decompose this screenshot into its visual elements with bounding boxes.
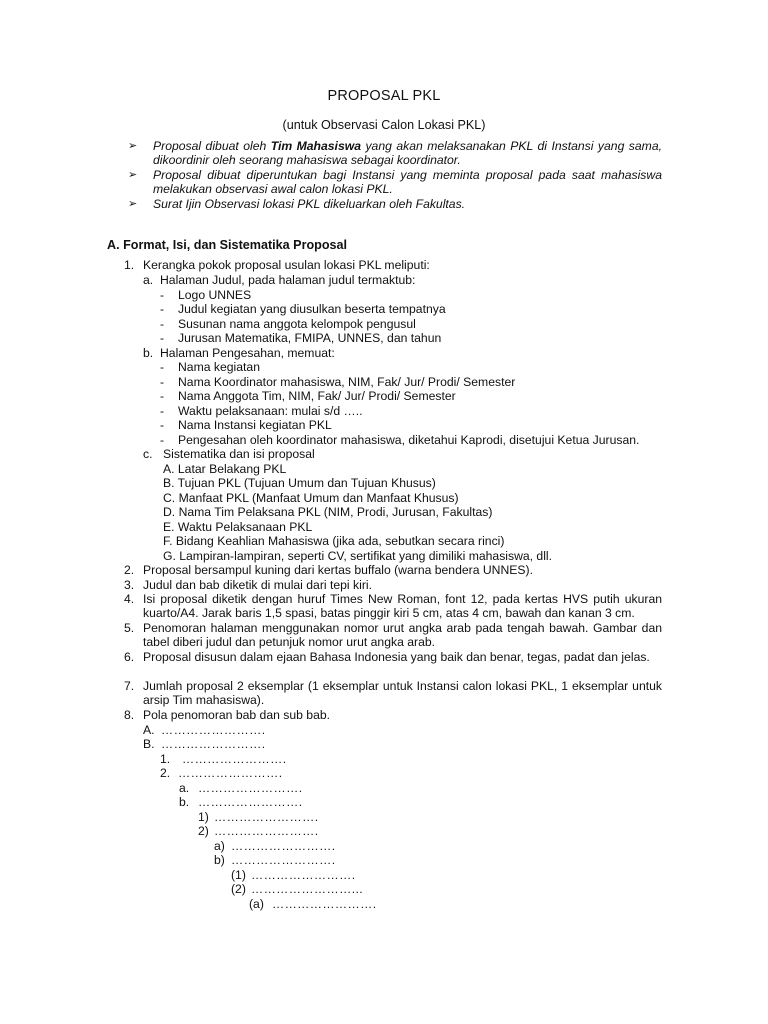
pattern-dots: ……………………. [214, 824, 319, 838]
pattern-line [0, 766, 768, 781]
dash-item: - Nama Instansi kegiatan PKL [160, 418, 332, 432]
section-content [0, 258, 768, 911]
item-number: 7. [124, 679, 135, 693]
list-item [0, 621, 768, 650]
outline-item-text: F. Bidang Keahlian Mahasiswa (jika ada, sebutkan secara rinci) [163, 534, 505, 548]
list-item [0, 679, 768, 708]
document-subtitle: (untuk Observasi Calon Lokasi PKL) [282, 118, 486, 132]
pattern-dots: ……………………. [178, 766, 283, 780]
item-text: Penomoran halaman menggunakan nomor urut angka arab pada tengah bawah. Gambar dan tabel diberi judul dan petunjuk nomor urut angka arab. [143, 621, 662, 650]
item-number: 1. [124, 258, 135, 272]
intro-bullet [128, 139, 662, 168]
outline-item-text: G. Lampiran-lampiran, seperti CV, sertifikat yang dimiliki mahasiswa, dll. [163, 548, 553, 563]
outline-item-text: C. Manfaat PKL (Manfaat Umum dan Manfaat Khusus) [163, 490, 459, 505]
pattern-label: (a) [249, 896, 264, 911]
bullet-text: Proposal dibuat oleh [153, 139, 271, 153]
intro-bullet [128, 168, 662, 197]
pattern-label: 2. [160, 766, 171, 780]
outline-item-text: A. Latar Belakang PKL [163, 461, 287, 476]
sub-item [0, 447, 768, 462]
outline-item [0, 549, 768, 564]
pattern-dots: ……………………. [161, 722, 266, 737]
bullet-text: Proposal dibuat diperuntukan bagi Instansi yang meminta proposal pada saat mahasiswa melakukan observasi awal calon lokasi PKL. [153, 167, 662, 197]
list-item [0, 563, 768, 578]
arrow-bullet-icon: ➢ [128, 197, 138, 210]
item-text: Jumlah proposal 2 eksemplar (1 eksemplar untuk Instansi calon lokasi PKL, 1 eksemplar untuk arsip Tim mahasiswa). [143, 679, 662, 708]
sub-item-label: a. [143, 273, 154, 287]
pattern-line [0, 897, 768, 912]
outline-item [0, 491, 768, 506]
bullet-bold-text: Tim Mahasiswa [270, 139, 361, 153]
pattern-dots: ……………………. [214, 809, 319, 824]
pattern-label: 1. [160, 751, 171, 766]
pattern-line [0, 781, 768, 796]
document-title: PROPOSAL PKL [327, 88, 441, 104]
dash-item: - Nama kegiatan [160, 360, 260, 374]
dash-item-text: Susunan nama anggota kelompok pengusul [178, 316, 416, 331]
dash-item-text: Nama Koordinator mahasiswa, NIM, Fak/ Jur/ Prodi/ Semester [178, 374, 516, 389]
sub-item-text: Halaman Pengesahan, memuat: [160, 345, 335, 360]
arrow-bullet-icon: ➢ [128, 140, 138, 152]
item-number: 3. [124, 577, 135, 592]
item-number: 4. [124, 592, 135, 606]
dash-item-text: Nama kegiatan [178, 360, 260, 374]
outline-item [0, 520, 768, 535]
pattern-dots: ……………………. [272, 896, 377, 911]
dash-item: - Logo UNNES [160, 287, 252, 302]
pattern-dots: ……………………. [251, 867, 356, 882]
pattern-label: a) [214, 838, 225, 853]
pattern-dots: ……………………. [198, 780, 303, 795]
pattern-line [0, 723, 768, 738]
item-text: Proposal disusun dalam ejaan Bahasa Indonesia yang baik dan benar, tegas, padat dan jelas. [143, 650, 650, 664]
pattern-dots: ……………………. [198, 795, 303, 809]
item-number: 2. [124, 563, 135, 577]
bullet-text: Surat Ijin Observasi lokasi PKL dikeluarkan oleh Fakultas. [153, 196, 466, 211]
dash-item: - Susunan nama anggota kelompok pengusul [160, 316, 416, 331]
item-text: Proposal bersampul kuning dari kertas buffalo (warna bendera UNNES). [143, 563, 533, 577]
item-text: Isi proposal diketik dengan huruf Times New Roman, font 12, pada kertas HVS putih ukuran kuarto/A4. Jarak baris 1,5 spasi, batas pinggir kiri 5 cm, atas 4 cm, bawah dan kanan 3 cm. [143, 592, 662, 621]
list-item [0, 578, 768, 593]
dash-item: - Jurusan Matematika, FMIPA, UNNES, dan tahun [160, 331, 442, 345]
arrow-bullet-icon: ➢ [128, 168, 138, 181]
pattern-label: (1) [231, 867, 246, 882]
outline-item [0, 476, 768, 491]
item-text: Judul dan bab diketik di mulai dari tepi kiri. [143, 577, 372, 592]
pattern-dots: ……………………. [231, 838, 336, 853]
pattern-line [0, 737, 768, 752]
sub-item-text: Halaman Judul, pada halaman judul termaktub: [160, 273, 416, 287]
intro-bullet [128, 197, 662, 211]
item-number: 5. [124, 621, 135, 635]
dash-item-text: Jurusan Matematika, FMIPA, UNNES, dan tahun [178, 331, 442, 345]
pattern-line [0, 868, 768, 883]
item-number: 8. [124, 708, 135, 722]
bullet-text: yang akan melaksanakan PKL di Instansi yang sama, dikoordinir oleh seorang mahasiswa sebagai koordinator. [153, 139, 662, 168]
pattern-line [0, 824, 768, 839]
sub-item-label: b. [143, 345, 154, 360]
pattern-label: a. [179, 780, 190, 795]
pattern-label: b) [214, 853, 225, 867]
intro-bullet-list [128, 139, 662, 211]
dash-item-text: Judul kegiatan yang diusulkan beserta tempatnya [178, 302, 446, 316]
pattern-dots: ……………………. [161, 737, 266, 751]
dash-item-text: Pengesahan oleh koordinator mahasiswa, diketahui Kaprodi, disetujui Ketua Jurusan. [178, 432, 640, 447]
list-item [0, 708, 768, 723]
sub-item [0, 273, 768, 288]
pattern-dots: ……………………. [231, 853, 336, 867]
pattern-line [0, 795, 768, 810]
dash-item: - Nama Koordinator mahasiswa, NIM, Fak/ Jur/ Prodi/ Semester [160, 374, 516, 389]
pattern-label: 1) [198, 809, 209, 824]
pattern-label: b. [179, 795, 190, 809]
sub-item-text: Sistematika dan isi proposal [163, 447, 315, 461]
item-text: Pola penomoran bab dan sub bab. [143, 708, 331, 722]
dash-item: - Pengesahan oleh koordinator mahasiswa, diketahui Kaprodi, disetujui Ketua Jurusan. [160, 432, 640, 447]
pattern-line [0, 752, 768, 767]
list-item [0, 650, 768, 679]
outline-item [0, 462, 768, 477]
pattern-dots: ……………………... [251, 882, 364, 896]
sub-item [0, 346, 768, 361]
pattern-label: A. [143, 722, 155, 737]
dash-item: - Nama Anggota Tim, NIM, Fak/ Jur/ Prodi/ Semester [160, 389, 456, 403]
dash-item-text: Nama Anggota Tim, NIM, Fak/ Jur/ Prodi/ Semester [178, 389, 456, 403]
dash-item-text: Nama Instansi kegiatan PKL [178, 418, 332, 432]
item-number: 6. [124, 650, 135, 664]
pattern-label: 2) [198, 824, 209, 838]
outline-item [0, 505, 768, 520]
dash-item: - Judul kegiatan yang diusulkan beserta tempatnya [160, 302, 446, 316]
list-item [0, 592, 768, 621]
outline-item [0, 534, 768, 549]
dash-item-text: Logo UNNES [178, 287, 252, 302]
pattern-line [0, 882, 768, 897]
outline-item-text: E. Waktu Pelaksanaan PKL [163, 519, 313, 534]
item-text: Kerangka pokok proposal usulan lokasi PKL meliputi: [143, 258, 430, 272]
list-item [0, 258, 768, 273]
section-heading: A. Format, Isi, dan Sistematika Proposal [107, 238, 348, 252]
pattern-line [0, 853, 768, 868]
pattern-dots: ……………………. [182, 751, 287, 766]
pattern-label: (2) [231, 882, 246, 896]
outline-item-text: D. Nama Tim Pelaksana PKL (NIM, Prodi, Jurusan, Fakultas) [163, 505, 493, 519]
outline-item-text: B. Tujuan PKL (Tujuan Umum dan Tujuan Khusus) [163, 476, 436, 490]
sub-item-label: c. [143, 447, 153, 461]
pattern-line [0, 810, 768, 825]
pattern-line [0, 839, 768, 854]
dash-item: - Waktu pelaksanaan: mulai s/d ….. [160, 403, 363, 418]
dash-item-text: Waktu pelaksanaan: mulai s/d ….. [178, 403, 363, 418]
pattern-label: B. [143, 737, 155, 751]
